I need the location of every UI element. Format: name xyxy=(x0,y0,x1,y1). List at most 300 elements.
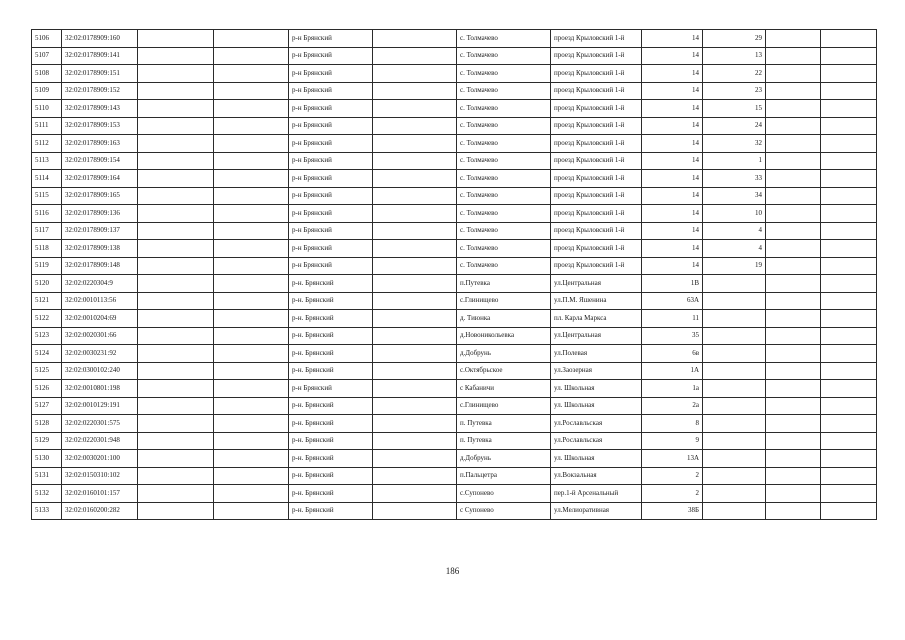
cell-col-6 xyxy=(373,117,457,135)
cell-row-number: 5132 xyxy=(32,485,62,503)
cell-col-12 xyxy=(821,450,877,468)
cell-col-6 xyxy=(373,65,457,83)
cell-col-12 xyxy=(821,467,877,485)
cell-row-number: 5111 xyxy=(32,117,62,135)
cell-col-3 xyxy=(138,47,214,65)
cell-col-12 xyxy=(821,30,877,48)
cell-house: 14 xyxy=(642,240,703,258)
cell-col-6 xyxy=(373,292,457,310)
cell-settlement: с.Супонево xyxy=(457,485,551,503)
cell-district: р-н Брянский xyxy=(289,257,373,275)
cell-col-6 xyxy=(373,30,457,48)
cell-street: проезд Крыловский 1-й xyxy=(551,187,642,205)
cell-cadastral-number: 32:02:0010129:191 xyxy=(62,397,138,415)
cell-col-12 xyxy=(821,502,877,520)
cell-col-3 xyxy=(138,380,214,398)
cell-house: 2 xyxy=(642,467,703,485)
cell-row-number: 5118 xyxy=(32,240,62,258)
cell-building: 29 xyxy=(703,30,766,48)
cell-col-6 xyxy=(373,467,457,485)
cell-house: 8 xyxy=(642,415,703,433)
cell-settlement: п.Путевка xyxy=(457,275,551,293)
cell-street: ул.Рославльская xyxy=(551,415,642,433)
cell-house: 6в xyxy=(642,345,703,363)
cell-building xyxy=(703,397,766,415)
cell-col-4 xyxy=(214,450,289,468)
cell-col-6 xyxy=(373,240,457,258)
cell-cadastral-number: 32:02:0010204:69 xyxy=(62,310,138,328)
table-row xyxy=(32,362,877,380)
cell-col-11 xyxy=(766,205,821,223)
cell-col-3 xyxy=(138,135,214,153)
table-row xyxy=(32,397,877,415)
cell-col-12 xyxy=(821,152,877,170)
cell-house: 14 xyxy=(642,205,703,223)
cell-col-11 xyxy=(766,47,821,65)
cell-col-12 xyxy=(821,240,877,258)
cell-house: 1А xyxy=(642,362,703,380)
cell-house: 38Б xyxy=(642,502,703,520)
cell-col-11 xyxy=(766,415,821,433)
cell-col-3 xyxy=(138,327,214,345)
cell-settlement: с. Толмачево xyxy=(457,117,551,135)
cell-col-4 xyxy=(214,187,289,205)
cell-street: ул.Мелиоративная xyxy=(551,502,642,520)
table-row xyxy=(32,275,877,293)
cell-col-4 xyxy=(214,135,289,153)
cell-cadastral-number: 32:02:0220301:948 xyxy=(62,432,138,450)
table-row xyxy=(32,30,877,48)
cell-col-11 xyxy=(766,467,821,485)
cell-settlement: с. Толмачево xyxy=(457,152,551,170)
cell-col-6 xyxy=(373,257,457,275)
cell-col-6 xyxy=(373,310,457,328)
cell-house: 14 xyxy=(642,187,703,205)
cell-col-4 xyxy=(214,397,289,415)
table-row xyxy=(32,432,877,450)
cell-col-4 xyxy=(214,327,289,345)
cell-col-4 xyxy=(214,152,289,170)
cell-col-11 xyxy=(766,327,821,345)
cell-col-6 xyxy=(373,187,457,205)
cell-col-3 xyxy=(138,502,214,520)
cell-col-4 xyxy=(214,65,289,83)
cell-settlement: с. Толмачево xyxy=(457,170,551,188)
cell-col-11 xyxy=(766,485,821,503)
cell-col-11 xyxy=(766,257,821,275)
cell-col-12 xyxy=(821,135,877,153)
cell-col-4 xyxy=(214,345,289,363)
cell-district: р-н. Брянский xyxy=(289,450,373,468)
cell-district: р-н Брянский xyxy=(289,152,373,170)
cell-col-6 xyxy=(373,205,457,223)
cell-col-6 xyxy=(373,152,457,170)
cell-street: ул.Вокзальная xyxy=(551,467,642,485)
cell-col-6 xyxy=(373,415,457,433)
cell-settlement: с.Октябрьское xyxy=(457,362,551,380)
cell-col-3 xyxy=(138,432,214,450)
cell-building xyxy=(703,362,766,380)
cell-street: пер.1-й Арсенальный xyxy=(551,485,642,503)
cell-col-4 xyxy=(214,117,289,135)
cell-building xyxy=(703,502,766,520)
cell-col-3 xyxy=(138,187,214,205)
cell-building: 22 xyxy=(703,65,766,83)
cell-building xyxy=(703,345,766,363)
cell-col-4 xyxy=(214,205,289,223)
cell-col-3 xyxy=(138,257,214,275)
cell-street: проезд Крыловский 1-й xyxy=(551,100,642,118)
cell-house: 14 xyxy=(642,135,703,153)
table-row xyxy=(32,485,877,503)
cell-settlement: с. Толмачево xyxy=(457,47,551,65)
cell-street: проезд Крыловский 1-й xyxy=(551,222,642,240)
cell-col-11 xyxy=(766,187,821,205)
cell-col-3 xyxy=(138,82,214,100)
cell-settlement: с. Толмачево xyxy=(457,257,551,275)
cell-col-6 xyxy=(373,222,457,240)
cell-row-number: 5120 xyxy=(32,275,62,293)
cell-col-3 xyxy=(138,292,214,310)
cell-col-11 xyxy=(766,65,821,83)
register-table-container xyxy=(31,29,877,520)
cell-settlement: с. Толмачево xyxy=(457,135,551,153)
cell-col-4 xyxy=(214,292,289,310)
cell-col-11 xyxy=(766,100,821,118)
cell-col-4 xyxy=(214,432,289,450)
cell-house: 63А xyxy=(642,292,703,310)
cell-row-number: 5130 xyxy=(32,450,62,468)
cell-col-6 xyxy=(373,327,457,345)
cell-row-number: 5125 xyxy=(32,362,62,380)
cell-cadastral-number: 32:02:0010113:56 xyxy=(62,292,138,310)
cell-col-3 xyxy=(138,275,214,293)
cell-house: 2 xyxy=(642,485,703,503)
cell-col-6 xyxy=(373,362,457,380)
cell-col-6 xyxy=(373,47,457,65)
cell-cadastral-number: 32:02:0030201:100 xyxy=(62,450,138,468)
cell-row-number: 5133 xyxy=(32,502,62,520)
table-row xyxy=(32,152,877,170)
table-row xyxy=(32,170,877,188)
cell-street: проезд Крыловский 1-й xyxy=(551,65,642,83)
cell-col-3 xyxy=(138,415,214,433)
cell-building: 23 xyxy=(703,82,766,100)
cell-col-6 xyxy=(373,502,457,520)
cell-building: 1 xyxy=(703,152,766,170)
cell-district: р-н Брянский xyxy=(289,240,373,258)
cell-cadastral-number: 32:02:0178909:163 xyxy=(62,135,138,153)
cell-district: р-н. Брянский xyxy=(289,275,373,293)
cell-col-11 xyxy=(766,502,821,520)
cell-col-12 xyxy=(821,65,877,83)
cell-district: р-н Брянский xyxy=(289,65,373,83)
cell-col-3 xyxy=(138,240,214,258)
cell-row-number: 5107 xyxy=(32,47,62,65)
cell-col-4 xyxy=(214,82,289,100)
cell-district: р-н Брянский xyxy=(289,30,373,48)
cell-house: 11 xyxy=(642,310,703,328)
cell-row-number: 5131 xyxy=(32,467,62,485)
table-row xyxy=(32,82,877,100)
cell-row-number: 5110 xyxy=(32,100,62,118)
cell-row-number: 5117 xyxy=(32,222,62,240)
cell-building xyxy=(703,432,766,450)
cell-district: р-н. Брянский xyxy=(289,362,373,380)
cell-col-12 xyxy=(821,432,877,450)
cell-col-3 xyxy=(138,100,214,118)
cell-settlement: с. Толмачево xyxy=(457,30,551,48)
cell-street: проезд Крыловский 1-й xyxy=(551,170,642,188)
cell-cadastral-number: 32:02:0178909:137 xyxy=(62,222,138,240)
cell-settlement: п. Путевка xyxy=(457,432,551,450)
cell-district: р-н. Брянский xyxy=(289,502,373,520)
cell-col-4 xyxy=(214,170,289,188)
cell-street: ул.П.М. Яшенина xyxy=(551,292,642,310)
cell-col-11 xyxy=(766,222,821,240)
cell-district: р-н Брянский xyxy=(289,135,373,153)
cell-cadastral-number: 32:02:0150310:102 xyxy=(62,467,138,485)
cell-col-12 xyxy=(821,222,877,240)
cell-district: р-н. Брянский xyxy=(289,397,373,415)
cell-house: 9 xyxy=(642,432,703,450)
cell-col-12 xyxy=(821,117,877,135)
cell-settlement: с.Глинищево xyxy=(457,292,551,310)
cell-cadastral-number: 32:02:0010801:198 xyxy=(62,380,138,398)
cell-settlement: с. Толмачево xyxy=(457,187,551,205)
cell-settlement: с Кабаничи xyxy=(457,380,551,398)
cell-col-12 xyxy=(821,257,877,275)
cell-cadastral-number: 32:02:0178909:143 xyxy=(62,100,138,118)
cell-district: р-н Брянский xyxy=(289,205,373,223)
cell-row-number: 5121 xyxy=(32,292,62,310)
cell-building xyxy=(703,275,766,293)
cell-col-3 xyxy=(138,310,214,328)
cell-street: ул.Полевая xyxy=(551,345,642,363)
cell-col-11 xyxy=(766,152,821,170)
cell-col-12 xyxy=(821,82,877,100)
cell-col-11 xyxy=(766,135,821,153)
cell-col-12 xyxy=(821,362,877,380)
cell-cadastral-number: 32:02:0178909:141 xyxy=(62,47,138,65)
table-row xyxy=(32,187,877,205)
table-row xyxy=(32,47,877,65)
page-number: 186 xyxy=(445,566,460,576)
cell-street: ул. Школьная xyxy=(551,397,642,415)
cell-col-11 xyxy=(766,345,821,363)
cell-district: р-н. Брянский xyxy=(289,432,373,450)
cell-street: проезд Крыловский 1-й xyxy=(551,117,642,135)
cell-row-number: 5123 xyxy=(32,327,62,345)
cell-cadastral-number: 32:02:0178909:165 xyxy=(62,187,138,205)
cell-district: р-н Брянский xyxy=(289,82,373,100)
table-row xyxy=(32,117,877,135)
cell-district: р-н Брянский xyxy=(289,380,373,398)
cell-street: ул.Рославльская xyxy=(551,432,642,450)
cell-col-11 xyxy=(766,310,821,328)
cell-col-3 xyxy=(138,485,214,503)
cell-cadastral-number: 32:02:0220301:575 xyxy=(62,415,138,433)
cell-col-3 xyxy=(138,117,214,135)
table-row xyxy=(32,327,877,345)
cell-settlement: с. Толмачево xyxy=(457,82,551,100)
cell-building: 4 xyxy=(703,222,766,240)
table-row xyxy=(32,292,877,310)
cell-settlement: д.Новоникольевка xyxy=(457,327,551,345)
table-row xyxy=(32,240,877,258)
table-row xyxy=(32,310,877,328)
cell-street: проезд Крыловский 1-й xyxy=(551,152,642,170)
cell-district: р-н. Брянский xyxy=(289,467,373,485)
cell-col-3 xyxy=(138,152,214,170)
cell-col-3 xyxy=(138,30,214,48)
cell-col-12 xyxy=(821,100,877,118)
cell-col-3 xyxy=(138,65,214,83)
cell-col-4 xyxy=(214,310,289,328)
cell-col-4 xyxy=(214,240,289,258)
cell-settlement: с. Толмачево xyxy=(457,65,551,83)
cell-house: 35 xyxy=(642,327,703,345)
cell-col-4 xyxy=(214,467,289,485)
cell-building: 4 xyxy=(703,240,766,258)
cell-col-3 xyxy=(138,450,214,468)
cell-row-number: 5119 xyxy=(32,257,62,275)
cell-settlement: д. Тиюнка xyxy=(457,310,551,328)
cell-col-4 xyxy=(214,502,289,520)
cell-row-number: 5124 xyxy=(32,345,62,363)
cell-cadastral-number: 32:02:0178909:136 xyxy=(62,205,138,223)
cell-row-number: 5127 xyxy=(32,397,62,415)
cell-col-4 xyxy=(214,257,289,275)
table-row xyxy=(32,100,877,118)
cell-street: проезд Крыловский 1-й xyxy=(551,30,642,48)
cell-street: проезд Крыловский 1-й xyxy=(551,240,642,258)
cell-building: 10 xyxy=(703,205,766,223)
cell-col-11 xyxy=(766,432,821,450)
cell-street: проезд Крыловский 1-й xyxy=(551,257,642,275)
cell-cadastral-number: 32:02:0160200:282 xyxy=(62,502,138,520)
cell-district: р-н Брянский xyxy=(289,222,373,240)
cell-house: 14 xyxy=(642,152,703,170)
cell-col-6 xyxy=(373,345,457,363)
cell-building xyxy=(703,485,766,503)
cell-street: пл. Карла Маркса xyxy=(551,310,642,328)
cell-settlement: д.Добрунь xyxy=(457,450,551,468)
cell-street: ул. Школьная xyxy=(551,380,642,398)
cell-row-number: 5116 xyxy=(32,205,62,223)
register-table xyxy=(31,29,877,520)
cell-house: 14 xyxy=(642,30,703,48)
cell-col-4 xyxy=(214,47,289,65)
table-row xyxy=(32,450,877,468)
cell-district: р-н. Брянский xyxy=(289,310,373,328)
cell-col-11 xyxy=(766,362,821,380)
cell-col-6 xyxy=(373,275,457,293)
cell-col-6 xyxy=(373,100,457,118)
cell-house: 14 xyxy=(642,47,703,65)
table-row xyxy=(32,467,877,485)
cell-settlement: с. Толмачево xyxy=(457,100,551,118)
cell-col-11 xyxy=(766,240,821,258)
cell-building: 19 xyxy=(703,257,766,275)
cell-house: 14 xyxy=(642,82,703,100)
table-row xyxy=(32,502,877,520)
cell-street: проезд Крыловский 1-й xyxy=(551,205,642,223)
cell-district: р-н Брянский xyxy=(289,100,373,118)
cell-district: р-н. Брянский xyxy=(289,415,373,433)
cell-col-11 xyxy=(766,82,821,100)
cell-building: 15 xyxy=(703,100,766,118)
cell-col-6 xyxy=(373,82,457,100)
cell-settlement: с. Толмачево xyxy=(457,222,551,240)
cell-street: ул.Центральная xyxy=(551,327,642,345)
cell-building xyxy=(703,292,766,310)
table-row xyxy=(32,135,877,153)
cell-col-4 xyxy=(214,380,289,398)
cell-col-12 xyxy=(821,205,877,223)
cell-house: 1а xyxy=(642,380,703,398)
cell-col-4 xyxy=(214,415,289,433)
cell-col-6 xyxy=(373,170,457,188)
cell-col-12 xyxy=(821,47,877,65)
cell-house: 14 xyxy=(642,117,703,135)
cell-building: 34 xyxy=(703,187,766,205)
table-row xyxy=(32,205,877,223)
cell-col-6 xyxy=(373,397,457,415)
cell-building xyxy=(703,415,766,433)
cell-district: р-н Брянский xyxy=(289,47,373,65)
cell-col-3 xyxy=(138,170,214,188)
cell-col-12 xyxy=(821,170,877,188)
cell-street: ул.Заозерная xyxy=(551,362,642,380)
cell-building: 24 xyxy=(703,117,766,135)
cell-settlement: с.Глинищево xyxy=(457,397,551,415)
cell-cadastral-number: 32:02:0178909:148 xyxy=(62,257,138,275)
cell-row-number: 5129 xyxy=(32,432,62,450)
cell-row-number: 5106 xyxy=(32,30,62,48)
cell-house: 13А xyxy=(642,450,703,468)
cell-district: р-н Брянский xyxy=(289,187,373,205)
cell-street: проезд Крыловский 1-й xyxy=(551,47,642,65)
cell-row-number: 5115 xyxy=(32,187,62,205)
cell-street: проезд Крыловский 1-й xyxy=(551,82,642,100)
cell-street: ул. Школьная xyxy=(551,450,642,468)
cell-row-number: 5122 xyxy=(32,310,62,328)
cell-house: 14 xyxy=(642,65,703,83)
cell-district: р-н. Брянский xyxy=(289,345,373,363)
cell-house: 14 xyxy=(642,222,703,240)
cell-building xyxy=(703,327,766,345)
cell-street: проезд Крыловский 1-й xyxy=(551,135,642,153)
cell-col-12 xyxy=(821,397,877,415)
cell-cadastral-number: 32:02:0220304:9 xyxy=(62,275,138,293)
cell-col-12 xyxy=(821,485,877,503)
cell-settlement: с. Толмачево xyxy=(457,205,551,223)
cell-col-11 xyxy=(766,450,821,468)
cell-house: 14 xyxy=(642,100,703,118)
cell-building xyxy=(703,450,766,468)
cell-district: р-н Брянский xyxy=(289,117,373,135)
cell-col-6 xyxy=(373,432,457,450)
cell-col-12 xyxy=(821,292,877,310)
cell-cadastral-number: 32:02:0178909:138 xyxy=(62,240,138,258)
cell-col-12 xyxy=(821,310,877,328)
cell-col-12 xyxy=(821,187,877,205)
cell-house: 14 xyxy=(642,257,703,275)
cell-col-12 xyxy=(821,345,877,363)
table-row xyxy=(32,380,877,398)
cell-col-3 xyxy=(138,467,214,485)
